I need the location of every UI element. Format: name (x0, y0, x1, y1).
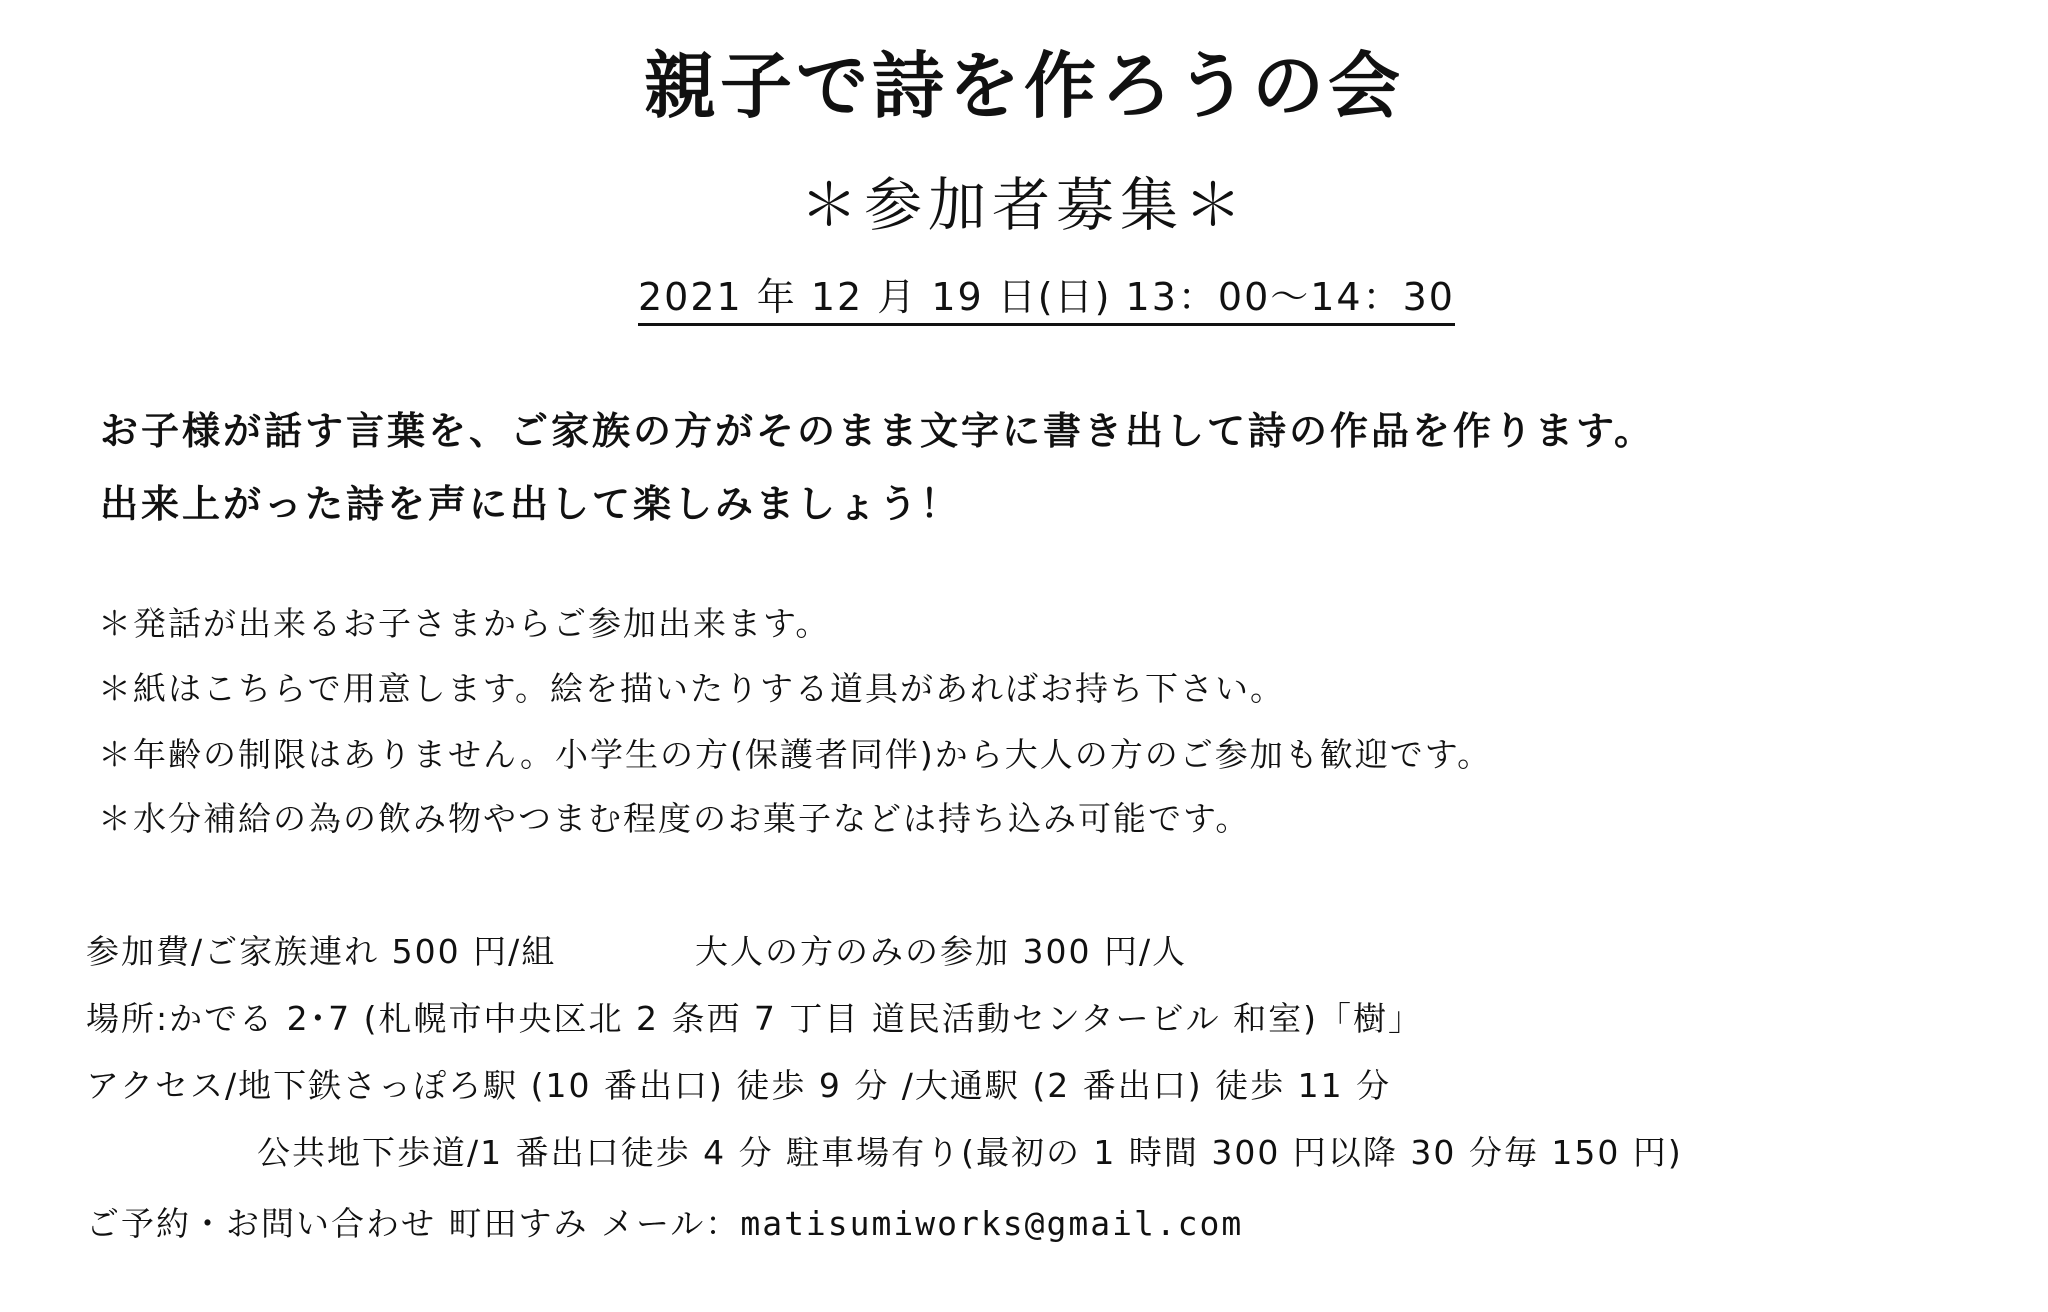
fee-adult: 大人の方のみの参加 300 円/人 (695, 932, 1188, 971)
intro-line-2: 出来上がった詩を声に出して楽しみましょう！ (100, 482, 962, 526)
note-item: ＊水分補給の為の飲み物やつまむ程度のお菓子などは持ち込み可能です。 (98, 799, 1251, 838)
access-info-line-2: 公共地下歩道/1 番出口徒歩 4 分 駐車場有り(最初の 1 時間 300 円以降 30 分毎 150 円) (257, 1133, 1683, 1172)
note-item: ＊年齢の制限はありません。小学生の方(保護者同伴)から大人の方のご参加も歓迎です。 (98, 735, 1493, 774)
event-datetime: 2021 年 12 月 19 日(日) 13：00〜14：30 (638, 266, 1455, 326)
contact-label: ご予約・お問い合わせ 町田すみ メール： (86, 1204, 741, 1243)
flyer-title: 親子で詩を作ろうの会 (643, 44, 1404, 128)
recruitment-heading: ＊参加者募集＊ (799, 171, 1248, 239)
note-item: ＊発話が出来るお子さまからご参加出来ます。 (98, 604, 831, 643)
contact-info (86, 1198, 1243, 1245)
venue-info: 場所:かでる 2･7 (札幌市中央区北 2 条西 7 丁目 道民活動センタービル 和室)「樹」 (86, 999, 1423, 1038)
contact-email: matisumiworks@gmail.com (740, 1204, 1244, 1243)
fee-family: 参加費/ご家族連れ 500 円/組 (86, 932, 557, 971)
access-info-line-1: アクセス/地下鉄さっぽろ駅 (10 番出口) 徒歩 9 分 /大通駅 (2 番出口) 徒歩 11 分 (86, 1066, 1392, 1105)
intro-line-1: お子様が話す言葉を、ご家族の方がそのまま文字に書き出して詩の作品を作ります。 (100, 409, 1655, 453)
note-item: ＊紙はこちらで用意します。絵を描いたりする道具があればお持ち下さい。 (98, 669, 1286, 708)
